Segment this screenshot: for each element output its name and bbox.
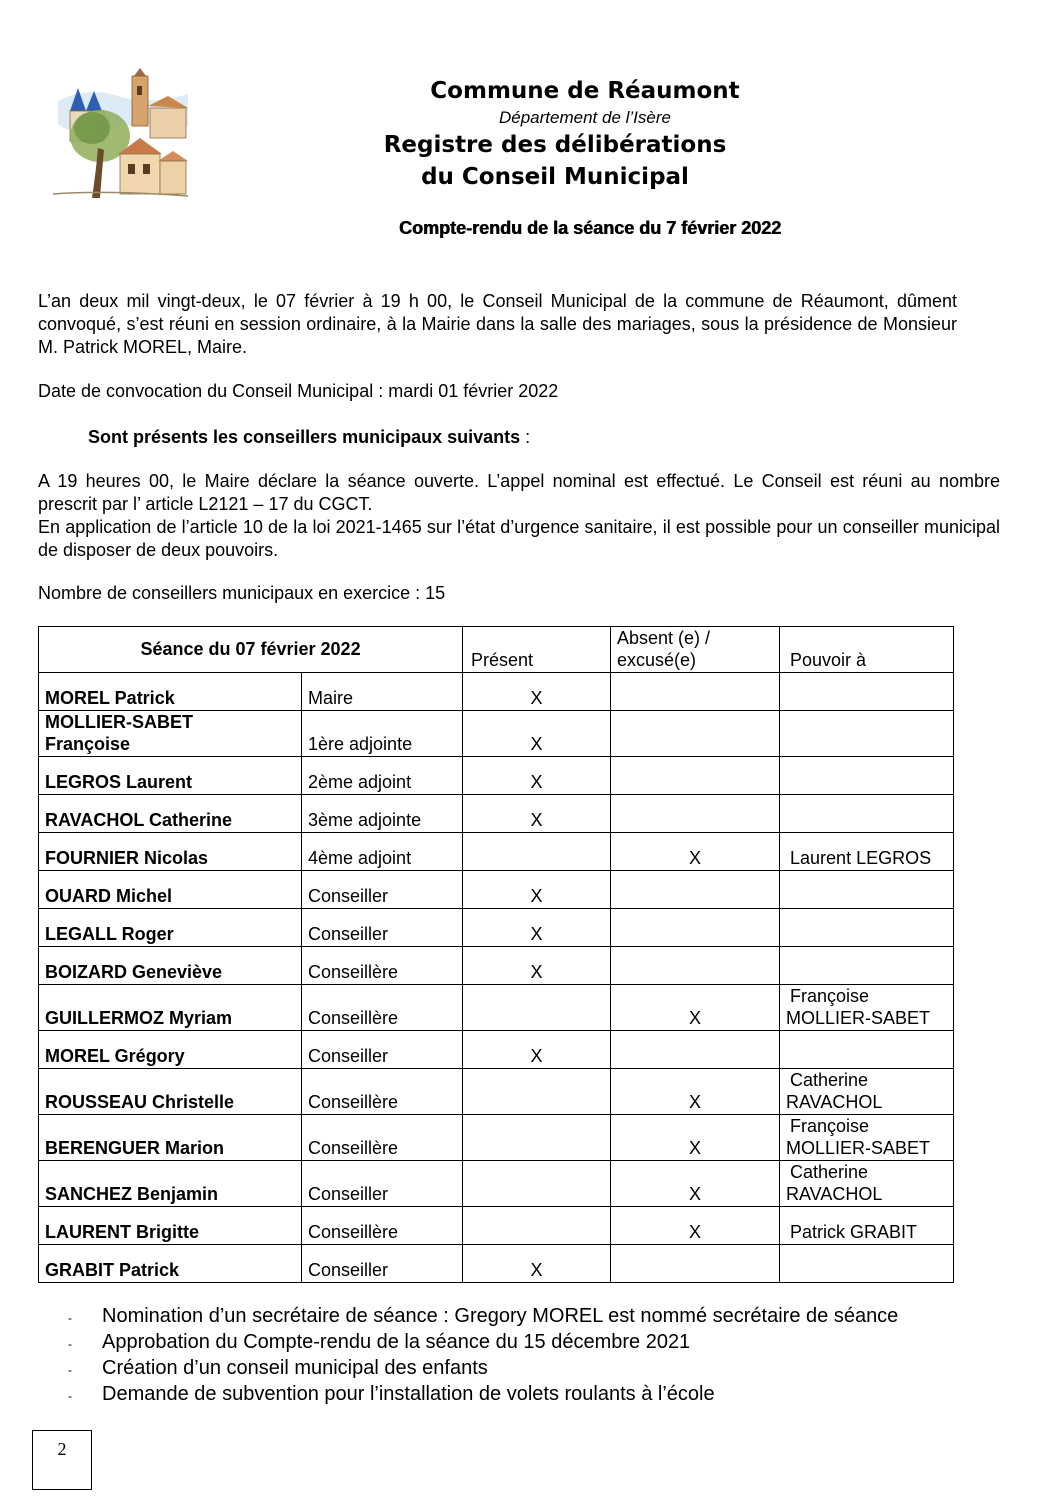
absent-mark	[611, 947, 780, 985]
member-name: LEGROS Laurent	[39, 757, 302, 795]
member-name: RAVACHOL Catherine	[39, 795, 302, 833]
present-mark	[463, 1069, 611, 1115]
header-seance: Séance du 07 février 2022	[39, 627, 463, 673]
agenda-item-text: Création d’un conseil municipal des enfants	[102, 1357, 488, 1379]
agenda-item-text: Approbation du Compte-rendu de la séance du 15 décembre 2021	[102, 1331, 691, 1353]
table-row	[39, 947, 954, 985]
member-name: OUARD Michel	[39, 871, 302, 909]
present-mark: X	[463, 711, 611, 757]
member-name: BERENGUER Marion	[39, 1115, 302, 1161]
table-row	[39, 673, 954, 711]
present-mark: X	[463, 795, 611, 833]
member-role: Conseillère	[302, 1115, 463, 1161]
member-role: Conseiller	[302, 1161, 463, 1207]
pouvoir-cell	[780, 985, 954, 1031]
absent-mark: X	[611, 1161, 780, 1207]
absent-mark	[611, 711, 780, 757]
absent-mark: X	[611, 833, 780, 871]
agenda-bullet: -	[68, 1389, 72, 1403]
pouvoir-cell	[780, 711, 954, 757]
member-name: SANCHEZ Benjamin	[39, 1161, 302, 1207]
member-name: MOREL Patrick	[39, 673, 302, 711]
absent-mark	[611, 673, 780, 711]
present-mark: X	[463, 871, 611, 909]
pouvoir-cell	[780, 947, 954, 985]
agenda-item-text: Demande de subvention pour l’installation de volets roulants à l’école	[102, 1383, 715, 1405]
member-name: GRABIT Patrick	[39, 1245, 302, 1283]
agenda-list	[60, 1303, 898, 1407]
present-mark: X	[463, 1031, 611, 1069]
commune-title: Commune de Réaumont	[430, 78, 740, 104]
pouvoir-cell	[780, 757, 954, 795]
pouvoir-line1: Françoise	[790, 1116, 870, 1136]
present-mark: X	[463, 673, 611, 711]
member-name: LEGALL Roger	[39, 909, 302, 947]
header-absent-line1: Absent (e) /	[617, 628, 711, 648]
member-role: Conseiller	[302, 1245, 463, 1283]
table-row	[39, 985, 954, 1031]
table-row	[39, 1031, 954, 1069]
table-row	[39, 1115, 954, 1161]
member-name: GUILLERMOZ Myriam	[39, 985, 302, 1031]
member-name-line1: MOLLIER-SABET	[45, 712, 193, 732]
registre-title-line1: Registre des délibérations	[383, 132, 727, 158]
conseillers-count: Nombre de conseillers municipaux en exercice : 15	[38, 583, 446, 603]
absent-mark: X	[611, 1115, 780, 1161]
pouvoir-line1: Françoise	[790, 986, 870, 1006]
member-name	[39, 711, 302, 757]
opening-line-1: A 19 heures 00, le Maire déclare la séance ouverte. L’appel nominal est effectué. Le Conseil est réuni au nombre prescrit par l’ article L2121 – 17 du CGCT.	[38, 471, 1000, 514]
table-row	[39, 909, 954, 947]
pouvoir-line1: Catherine	[790, 1162, 869, 1182]
member-role: 3ème adjointe	[302, 795, 463, 833]
present-mark: X	[463, 757, 611, 795]
presents-colon: :	[520, 427, 531, 447]
absent-mark: X	[611, 985, 780, 1031]
pouvoir-cell: Laurent LEGROS	[780, 833, 954, 871]
header-absent	[611, 627, 780, 673]
page-number: 2	[32, 1430, 92, 1490]
agenda-item	[60, 1303, 898, 1329]
member-role: Conseiller	[302, 871, 463, 909]
present-mark	[463, 1207, 611, 1245]
pouvoir-line1: Catherine	[790, 1070, 869, 1090]
present-mark: X	[463, 909, 611, 947]
intro-paragraph: L’an deux mil vingt-deux, le 07 février à 19 h 00, le Conseil Municipal de la commune de Réaumont, dûment convoqué, s’est réuni en session ordinaire, à la Mairie dans la salle des mariages, sous la présidence de Monsieur M. Patrick MOREL, Maire.	[38, 291, 957, 357]
absent-mark	[611, 1245, 780, 1283]
member-name: FOURNIER Nicolas	[39, 833, 302, 871]
absent-mark: X	[611, 1207, 780, 1245]
pouvoir-cell	[780, 1069, 954, 1115]
agenda-bullet: -	[68, 1337, 72, 1351]
pouvoir-cell	[780, 1115, 954, 1161]
present-mark	[463, 1161, 611, 1207]
member-name: MOREL Grégory	[39, 1031, 302, 1069]
member-role: 2ème adjoint	[302, 757, 463, 795]
header-absent-line2: excusé(e)	[617, 650, 697, 670]
pouvoir-line2: RAVACHOL	[786, 1092, 883, 1112]
header-pouvoir: Pouvoir à	[780, 627, 954, 673]
present-mark	[463, 1115, 611, 1161]
member-name-line2: Françoise	[45, 734, 131, 754]
pouvoir-cell	[780, 795, 954, 833]
member-name: BOIZARD Geneviève	[39, 947, 302, 985]
agenda-item	[60, 1381, 898, 1407]
present-mark	[463, 985, 611, 1031]
table-header-row	[39, 627, 954, 673]
agenda-item-text: Nomination d’un secrétaire de séance : Gregory MOREL est nommé secrétaire de séance	[102, 1305, 899, 1327]
member-name: LAURENT Brigitte	[39, 1207, 302, 1245]
member-role: Conseiller	[302, 1031, 463, 1069]
convocation-date: Date de convocation du Conseil Municipal : mardi 01 février 2022	[38, 381, 559, 401]
table-row	[39, 795, 954, 833]
agenda-bullet: -	[68, 1311, 72, 1325]
pouvoir-line2: MOLLIER-SABET	[786, 1008, 931, 1028]
present-mark	[463, 833, 611, 871]
pouvoir-line2: MOLLIER-SABET	[786, 1138, 931, 1158]
table-row	[39, 871, 954, 909]
table-row	[39, 1207, 954, 1245]
pouvoir-cell	[780, 673, 954, 711]
agenda-bullet: -	[68, 1363, 72, 1377]
pouvoir-cell	[780, 1161, 954, 1207]
departement-subtitle: Département de l’Isère	[499, 108, 671, 127]
absent-mark	[611, 909, 780, 947]
pouvoir-cell	[780, 909, 954, 947]
member-role: 4ème adjoint	[302, 833, 463, 871]
presents-title: Sont présents les conseillers municipaux suivants	[88, 427, 521, 447]
member-role: 1ère adjointe	[302, 711, 463, 757]
opening-paragraph	[38, 470, 1000, 562]
member-name: ROUSSEAU Christelle	[39, 1069, 302, 1115]
absent-mark	[611, 1031, 780, 1069]
pouvoir-cell	[780, 1031, 954, 1069]
agenda-item	[60, 1355, 898, 1381]
table-row	[39, 1161, 954, 1207]
member-role: Conseillère	[302, 1207, 463, 1245]
compte-rendu-heading: Compte-rendu de la séance du 7 février 2022	[398, 218, 782, 238]
table-row	[39, 1245, 954, 1283]
absent-mark	[611, 795, 780, 833]
registre-title-line2: du Conseil Municipal	[421, 164, 689, 190]
commune-logo-illustration	[48, 66, 193, 206]
pouvoir-cell	[780, 1245, 954, 1283]
agenda-item	[60, 1329, 898, 1355]
present-mark: X	[463, 1245, 611, 1283]
member-role: Conseillère	[302, 947, 463, 985]
present-mark: X	[463, 947, 611, 985]
attendance-table	[38, 626, 954, 1283]
pouvoir-cell	[780, 871, 954, 909]
table-row	[39, 833, 954, 871]
absent-mark	[611, 757, 780, 795]
pouvoir-line2: RAVACHOL	[786, 1184, 883, 1204]
opening-line-2: En application de l’article 10 de la loi 2021-1465 sur l’état d’urgence sanitaire, il est possible pour un conseiller municipal de disposer de deux pouvoirs.	[38, 517, 1000, 560]
table-row	[39, 711, 954, 757]
header-present: Présent	[463, 627, 611, 673]
absent-mark: X	[611, 1069, 780, 1115]
table-row	[39, 757, 954, 795]
member-role: Conseillère	[302, 1069, 463, 1115]
absent-mark	[611, 871, 780, 909]
member-role: Conseillère	[302, 985, 463, 1031]
member-role: Maire	[302, 673, 463, 711]
member-role: Conseiller	[302, 909, 463, 947]
table-row	[39, 1069, 954, 1115]
pouvoir-cell: Patrick GRABIT	[780, 1207, 954, 1245]
presents-heading	[88, 426, 688, 449]
